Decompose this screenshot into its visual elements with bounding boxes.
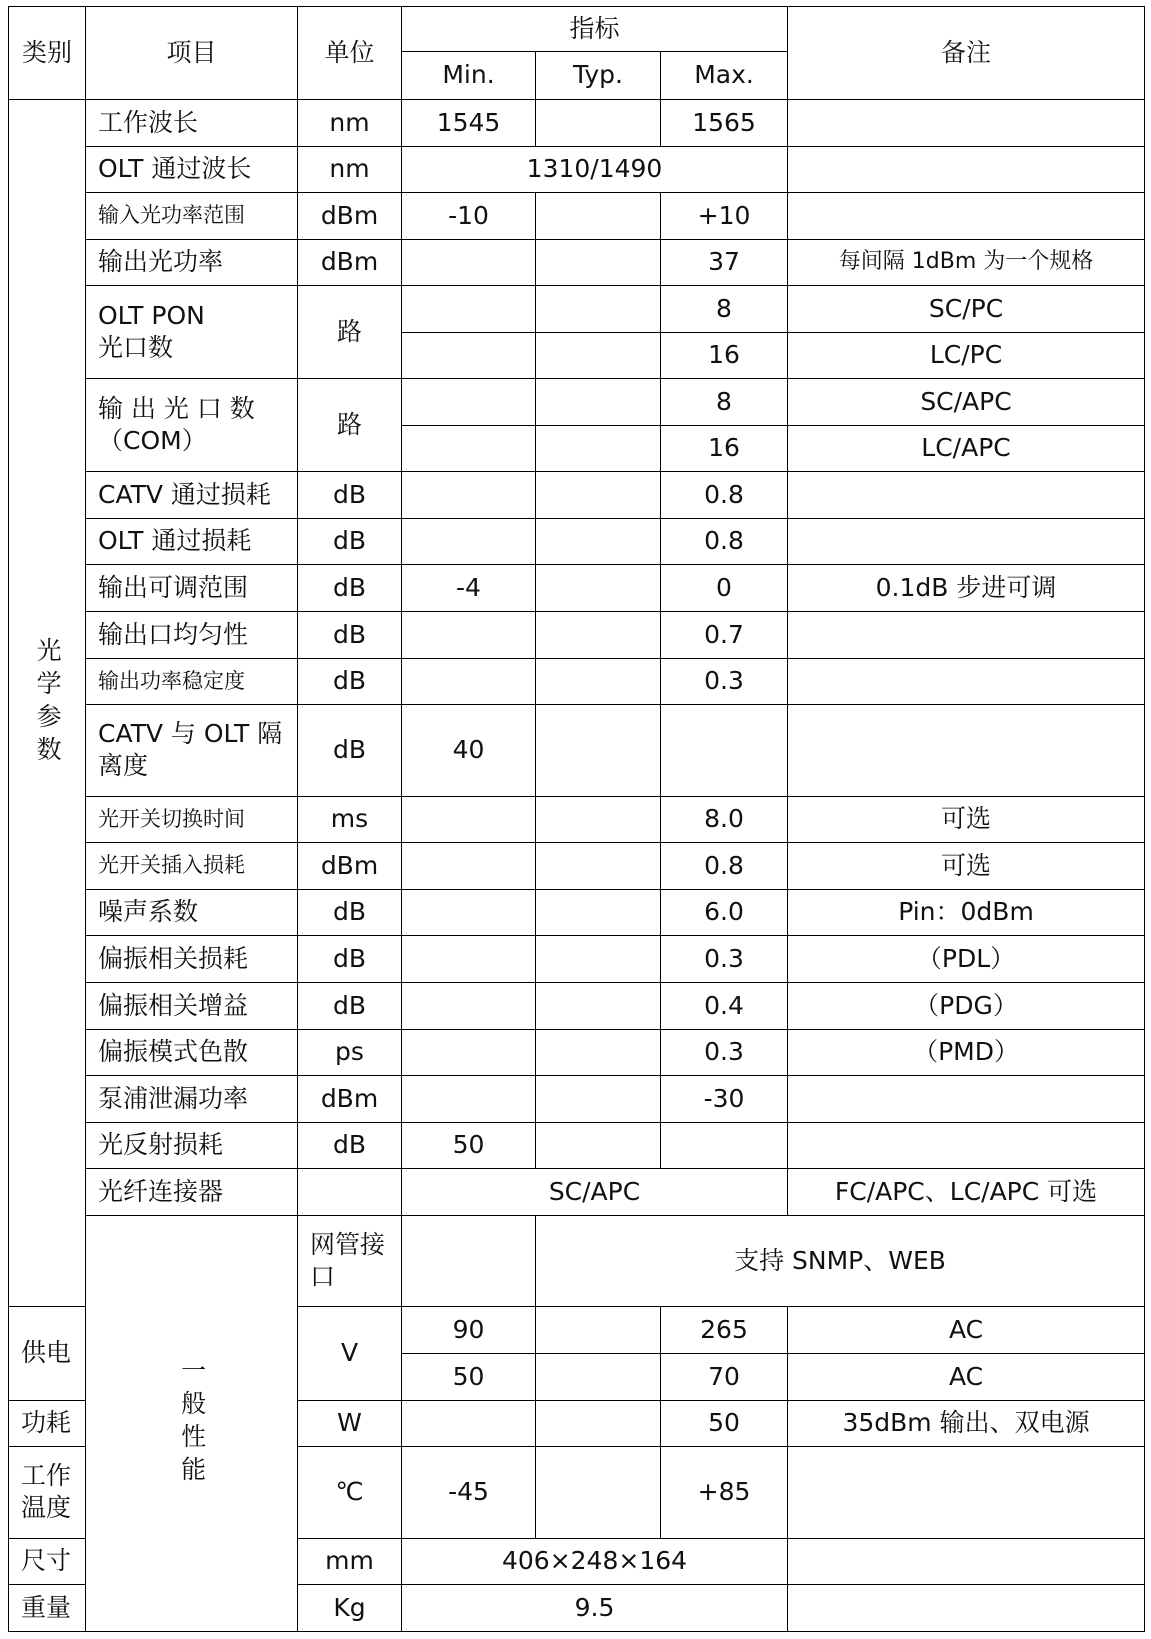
unit-cell: nm xyxy=(298,100,402,147)
note-cell xyxy=(788,472,1145,519)
item-cell: 光反射损耗 xyxy=(86,1122,298,1169)
max-cell: +85 xyxy=(661,1447,788,1539)
item-line-1: CATV 与 OLT 隔 xyxy=(98,718,283,748)
min-cell xyxy=(402,1400,536,1447)
min-cell: -4 xyxy=(402,565,536,612)
note-cell: 0.1dB 步进可调 xyxy=(788,565,1145,612)
note-cell xyxy=(788,146,1145,193)
table-row xyxy=(9,100,1145,147)
unit-cell: nm xyxy=(298,146,402,193)
max-cell: 0.3 xyxy=(661,936,788,983)
note-cell: 可选 xyxy=(788,796,1145,843)
unit-cell: dB xyxy=(298,658,402,705)
table-row xyxy=(9,936,1145,983)
table-row xyxy=(9,612,1145,659)
note-cell xyxy=(788,1447,1145,1539)
note-cell: （PMD） xyxy=(788,1029,1145,1076)
table-row xyxy=(9,1122,1145,1169)
item-cell: 光纤连接器 xyxy=(86,1169,298,1216)
min-cell xyxy=(402,612,536,659)
typ-cell xyxy=(536,425,661,472)
header-min: Min. xyxy=(402,52,536,100)
item-cell: 输出口均匀性 xyxy=(86,612,298,659)
item-cell: 网管接口 xyxy=(298,1215,402,1307)
min-cell: 40 xyxy=(402,705,536,797)
unit-cell: V xyxy=(298,1307,402,1400)
item-cell xyxy=(86,286,298,379)
unit-cell: dB xyxy=(298,983,402,1030)
item-cell: 尺寸 xyxy=(9,1538,86,1585)
typ-cell xyxy=(536,565,661,612)
unit-cell: Kg xyxy=(298,1585,402,1632)
item-cell: 偏振相关损耗 xyxy=(86,936,298,983)
note-cell: FC/APC、LC/APC 可选 xyxy=(788,1169,1145,1216)
max-cell: 16 xyxy=(661,332,788,379)
item-cell: 输出光功率 xyxy=(86,239,298,286)
unit-cell: mm xyxy=(298,1538,402,1585)
min-cell xyxy=(402,658,536,705)
max-cell: 1565 xyxy=(661,100,788,147)
table-row xyxy=(9,1215,1145,1307)
typ-cell xyxy=(536,100,661,147)
unit-cell: dB xyxy=(298,889,402,936)
item-cell: 输出可调范围 xyxy=(86,565,298,612)
note-cell: SC/APC xyxy=(788,379,1145,426)
unit-cell: ps xyxy=(298,1029,402,1076)
item-line-2: 光口数 xyxy=(98,333,174,363)
typ-cell xyxy=(536,239,661,286)
table-row xyxy=(9,286,1145,333)
max-cell: -30 xyxy=(661,1076,788,1123)
table-row xyxy=(9,889,1145,936)
item-cell: 工作波长 xyxy=(86,100,298,147)
typ-cell xyxy=(536,1029,661,1076)
item-cell: 泵浦泄漏功率 xyxy=(86,1076,298,1123)
item-cell: OLT 通过损耗 xyxy=(86,518,298,565)
note-cell xyxy=(788,1585,1145,1632)
typ-cell xyxy=(536,889,661,936)
unit-cell: dBm xyxy=(298,843,402,890)
min-cell xyxy=(402,1076,536,1123)
header-max: Max. xyxy=(661,52,788,100)
typ-cell xyxy=(536,379,661,426)
min-cell xyxy=(402,472,536,519)
min-cell: 90 xyxy=(402,1307,536,1354)
max-cell: 6.0 xyxy=(661,889,788,936)
unit-cell: ℃ xyxy=(298,1447,402,1539)
unit-cell: 路 xyxy=(298,286,402,379)
item-cell: 光开关切换时间 xyxy=(86,796,298,843)
span-value-cell: 1310/1490 xyxy=(402,146,788,193)
typ-cell xyxy=(536,193,661,240)
header-spec: 指标 xyxy=(402,7,788,52)
max-cell: 50 xyxy=(661,1400,788,1447)
item-cell: 偏振相关增益 xyxy=(86,983,298,1030)
table-row xyxy=(9,796,1145,843)
group-general: 一般性能 xyxy=(86,1215,298,1631)
unit-cell: ms xyxy=(298,796,402,843)
max-cell: 0.4 xyxy=(661,983,788,1030)
min-cell: -10 xyxy=(402,193,536,240)
max-cell: 265 xyxy=(661,1307,788,1354)
table-row xyxy=(9,565,1145,612)
typ-cell xyxy=(536,518,661,565)
header-typ: Typ. xyxy=(536,52,661,100)
max-cell: 0.8 xyxy=(661,472,788,519)
note-cell: （PDL） xyxy=(788,936,1145,983)
typ-cell xyxy=(536,796,661,843)
table-row xyxy=(9,658,1145,705)
max-cell: 0 xyxy=(661,565,788,612)
table-row xyxy=(9,518,1145,565)
unit-cell: dB xyxy=(298,705,402,797)
item-cell: 工作温度 xyxy=(9,1447,86,1539)
unit-cell: 路 xyxy=(298,379,402,472)
note-cell: LC/PC xyxy=(788,332,1145,379)
min-cell xyxy=(402,425,536,472)
min-cell xyxy=(402,796,536,843)
min-cell xyxy=(402,843,536,890)
note-cell xyxy=(788,100,1145,147)
note-cell xyxy=(788,1076,1145,1123)
item-line-1: OLT PON xyxy=(98,300,205,330)
min-cell xyxy=(402,889,536,936)
typ-cell xyxy=(536,843,661,890)
min-cell xyxy=(402,332,536,379)
typ-cell xyxy=(536,983,661,1030)
table-row xyxy=(9,146,1145,193)
note-cell xyxy=(788,193,1145,240)
typ-cell xyxy=(536,332,661,379)
note-cell xyxy=(788,658,1145,705)
min-cell xyxy=(402,379,536,426)
unit-cell: dBm xyxy=(298,1076,402,1123)
max-cell: 16 xyxy=(661,425,788,472)
table-row xyxy=(9,193,1145,240)
item-cell: 输出功率稳定度 xyxy=(86,658,298,705)
table-row xyxy=(9,1076,1145,1123)
unit-cell: dB xyxy=(298,518,402,565)
note-cell: AC xyxy=(788,1353,1145,1400)
max-cell: 8 xyxy=(661,379,788,426)
header-unit: 单位 xyxy=(298,7,402,100)
note-cell: AC xyxy=(788,1307,1145,1354)
unit-cell: dB xyxy=(298,565,402,612)
typ-cell xyxy=(536,1076,661,1123)
item-cell: 重量 xyxy=(9,1585,86,1632)
max-cell: 0.3 xyxy=(661,658,788,705)
max-cell: 0.7 xyxy=(661,612,788,659)
unit-cell: dB xyxy=(298,1122,402,1169)
table-row xyxy=(9,843,1145,890)
max-cell: 8 xyxy=(661,286,788,333)
typ-cell xyxy=(536,1122,661,1169)
item-cell: 输入光功率范围 xyxy=(86,193,298,240)
unit-cell: W xyxy=(298,1400,402,1447)
item-line-2: （COM） xyxy=(98,426,207,456)
typ-cell xyxy=(536,1353,661,1400)
typ-cell xyxy=(536,658,661,705)
max-cell: 8.0 xyxy=(661,796,788,843)
span-value-cell: 支持 SNMP、WEB xyxy=(536,1215,1145,1307)
note-cell xyxy=(788,705,1145,797)
header-item: 项目 xyxy=(86,7,298,100)
min-cell xyxy=(402,518,536,565)
unit-cell xyxy=(298,1169,402,1216)
table-row xyxy=(9,379,1145,426)
item-line-2: 离度 xyxy=(98,751,149,781)
max-cell xyxy=(661,705,788,797)
min-cell: 1545 xyxy=(402,100,536,147)
header-note: 备注 xyxy=(788,7,1145,100)
note-cell xyxy=(788,612,1145,659)
min-cell: -45 xyxy=(402,1447,536,1539)
table-row xyxy=(9,1169,1145,1216)
unit-cell: dBm xyxy=(298,239,402,286)
span-value-cell: 9.5 xyxy=(402,1585,788,1632)
note-cell: 可选 xyxy=(788,843,1145,890)
min-cell xyxy=(402,239,536,286)
typ-cell xyxy=(536,286,661,333)
min-cell xyxy=(402,286,536,333)
note-cell: Pin：0dBm xyxy=(788,889,1145,936)
note-cell: SC/PC xyxy=(788,286,1145,333)
max-cell: 37 xyxy=(661,239,788,286)
typ-cell xyxy=(536,705,661,797)
typ-cell xyxy=(536,1400,661,1447)
item-line-1: 输 出 光 口 数 xyxy=(98,393,255,423)
note-cell: 每间隔 1dBm 为一个规格 xyxy=(788,239,1145,286)
spec-table xyxy=(8,6,1145,1632)
span-value-cell: 406×248×164 xyxy=(402,1538,788,1585)
min-cell xyxy=(402,983,536,1030)
typ-cell xyxy=(536,936,661,983)
typ-cell xyxy=(536,472,661,519)
note-cell: LC/APC xyxy=(788,425,1145,472)
typ-cell xyxy=(536,1307,661,1354)
min-cell xyxy=(402,1029,536,1076)
group-optical: 光学参数 xyxy=(9,100,86,1307)
max-cell xyxy=(661,1122,788,1169)
unit-cell: dB xyxy=(298,472,402,519)
table-row xyxy=(9,1029,1145,1076)
note-cell: 35dBm 输出、双电源 xyxy=(788,1400,1145,1447)
item-cell: 光开关插入损耗 xyxy=(86,843,298,890)
item-cell: OLT 通过波长 xyxy=(86,146,298,193)
table-row xyxy=(9,239,1145,286)
note-cell xyxy=(788,1538,1145,1585)
typ-cell xyxy=(536,1447,661,1539)
max-cell: 0.8 xyxy=(661,843,788,890)
note-cell xyxy=(788,1122,1145,1169)
unit-cell: dBm xyxy=(298,193,402,240)
header-category: 类别 xyxy=(9,7,86,100)
min-cell: 50 xyxy=(402,1122,536,1169)
item-cell: 供电 xyxy=(9,1307,86,1400)
item-cell: 功耗 xyxy=(9,1400,86,1447)
item-cell xyxy=(86,705,298,797)
item-cell: 偏振模式色散 xyxy=(86,1029,298,1076)
item-cell xyxy=(86,379,298,472)
unit-cell: dB xyxy=(298,612,402,659)
min-cell: 50 xyxy=(402,1353,536,1400)
note-cell xyxy=(788,518,1145,565)
table-row xyxy=(9,472,1145,519)
unit-cell: dB xyxy=(298,936,402,983)
min-cell xyxy=(402,936,536,983)
span-value-cell: SC/APC xyxy=(402,1169,788,1216)
table-row xyxy=(9,983,1145,1030)
max-cell: 0.3 xyxy=(661,1029,788,1076)
unit-cell xyxy=(402,1215,536,1307)
typ-cell xyxy=(536,612,661,659)
max-cell: 0.8 xyxy=(661,518,788,565)
max-cell: 70 xyxy=(661,1353,788,1400)
item-cell: 噪声系数 xyxy=(86,889,298,936)
item-cell: CATV 通过损耗 xyxy=(86,472,298,519)
note-cell: （PDG） xyxy=(788,983,1145,1030)
max-cell: +10 xyxy=(661,193,788,240)
table-row xyxy=(9,705,1145,797)
